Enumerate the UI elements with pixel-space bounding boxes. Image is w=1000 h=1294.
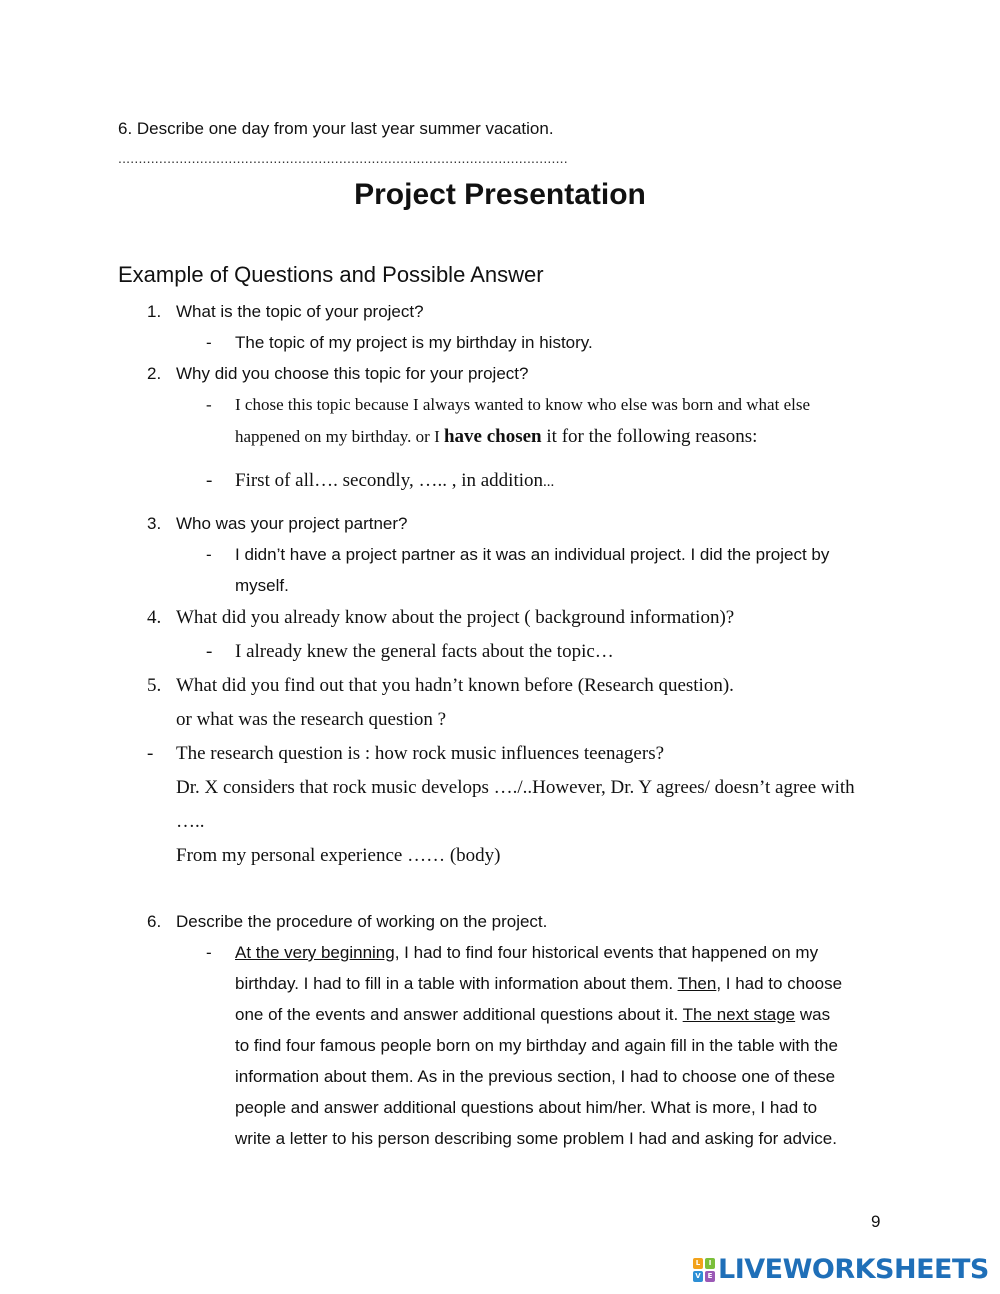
answer-6-line-2-start: birthday. I had to fill in a table with information about them.: [235, 974, 678, 993]
answer-6-line-1-rest: , I had to find four historical events that happened on my: [394, 943, 819, 962]
answer-6-line-5: information about them. As in the previous section, I had to choose one of these: [235, 1067, 836, 1086]
logo-mark-i: I: [705, 1258, 715, 1269]
answer-4-dash: -: [206, 641, 213, 662]
section-heading: Example of Questions and Possible Answer: [118, 262, 544, 287]
answer-6-line-6: people and answer additional questions about him/her. What is more, I had to: [235, 1098, 818, 1117]
answer-6-line-3-end: was: [795, 1005, 831, 1024]
answer-2-bold-phrase: have chosen: [443, 426, 542, 447]
question-3-number: 3.: [147, 514, 162, 533]
answer-3-line-1: I didn’t have a project partner as it was an individual project. I did the project by: [235, 545, 830, 564]
answer-6-line-4: to find four famous people born on my birthday and again fill in the table with the: [235, 1036, 838, 1055]
answer-3-dash: -: [206, 545, 212, 564]
answer-6-line-2-end: , I had to choose: [716, 974, 843, 993]
answer-6-line-1: [235, 943, 818, 963]
answer-2-line-2-end: it for the following reasons:: [541, 426, 758, 447]
question-6-text: Describe the procedure of working on the project.: [176, 912, 548, 931]
question-2-number: 2.: [147, 364, 162, 383]
answer-5-line-1: The research question is : how rock music influences teenagers?: [176, 743, 665, 764]
answer-4-text: I already knew the general facts about the topic…: [235, 641, 614, 662]
answer-1-text: The topic of my project is my birthday in history.: [235, 333, 593, 352]
answer-5-line-2: Dr. X considers that rock music develops …./..However, Dr. Y agrees/ doesn’t agree with: [176, 777, 855, 798]
liveworksheets-logo[interactable]: [693, 1254, 989, 1285]
answer-6-underlined-2: Then: [677, 974, 717, 993]
answer-2b-tail: ...: [543, 474, 555, 490]
answer-dotted-line: ..............................................................................................................: [118, 150, 568, 166]
answer-6-underlined-3: The next stage: [682, 1005, 796, 1024]
question-6-number: 6.: [147, 912, 162, 931]
answer-6-line-3: [235, 1005, 830, 1025]
answer-2b-dash: -: [206, 470, 213, 491]
logo-mark-l: L: [693, 1258, 703, 1269]
question-4-number: 4.: [147, 607, 162, 628]
question-5-line-2: or what was the research question ?: [176, 709, 447, 730]
question-4-text: What did you already know about the project ( background information)?: [176, 607, 735, 628]
question-1-number: 1.: [147, 302, 162, 321]
answer-3-line-2: myself.: [235, 576, 289, 595]
answer-6-dash: -: [206, 943, 212, 962]
question-1-text: What is the topic of your project?: [176, 302, 424, 321]
question-5-number: 5.: [147, 675, 162, 696]
answer-5-line-4: From my personal experience …… (body): [176, 845, 501, 866]
answer-6-line-7: write a letter to his person describing some problem I had and asking for advice.: [235, 1129, 837, 1148]
answer-5-line-3: …..: [176, 811, 205, 832]
page-number: 9: [871, 1212, 881, 1231]
answer-6-line-2: [235, 974, 842, 994]
question-3-text: Who was your project partner?: [176, 514, 408, 533]
answer-2b-main: First of all…. secondly, ….. , in addition: [235, 470, 544, 491]
logo-mark-icon: [693, 1258, 715, 1282]
answer-6-line-3-start: one of the events and answer additional questions about it.: [235, 1005, 683, 1024]
answer-2-line-1: I chose this topic because I always wanted to know who else was born and what else: [235, 395, 811, 414]
answer-2-line-2: [235, 426, 757, 448]
answer-2-line-2-start: happened on my birthday. or I: [235, 427, 444, 446]
answer-5-dash: -: [147, 743, 154, 764]
logo-mark-v: V: [693, 1271, 703, 1282]
question-2-text: Why did you choose this topic for your project?: [176, 364, 529, 383]
logo-text: LIVEWORKSHEETS: [718, 1254, 989, 1285]
previous-question: 6. Describe one day from your last year summer vacation.: [118, 119, 554, 138]
answer-6-underlined-1: At the very beginning: [235, 943, 395, 962]
page-title: Project Presentation: [354, 178, 646, 211]
answer-2-dash: -: [206, 395, 212, 414]
answer-2b-text: [235, 470, 554, 492]
logo-mark-e: E: [705, 1271, 715, 1282]
answer-1-dash: -: [206, 333, 212, 352]
question-5-line-1: What did you find out that you hadn’t known before (Research question).: [176, 675, 734, 696]
